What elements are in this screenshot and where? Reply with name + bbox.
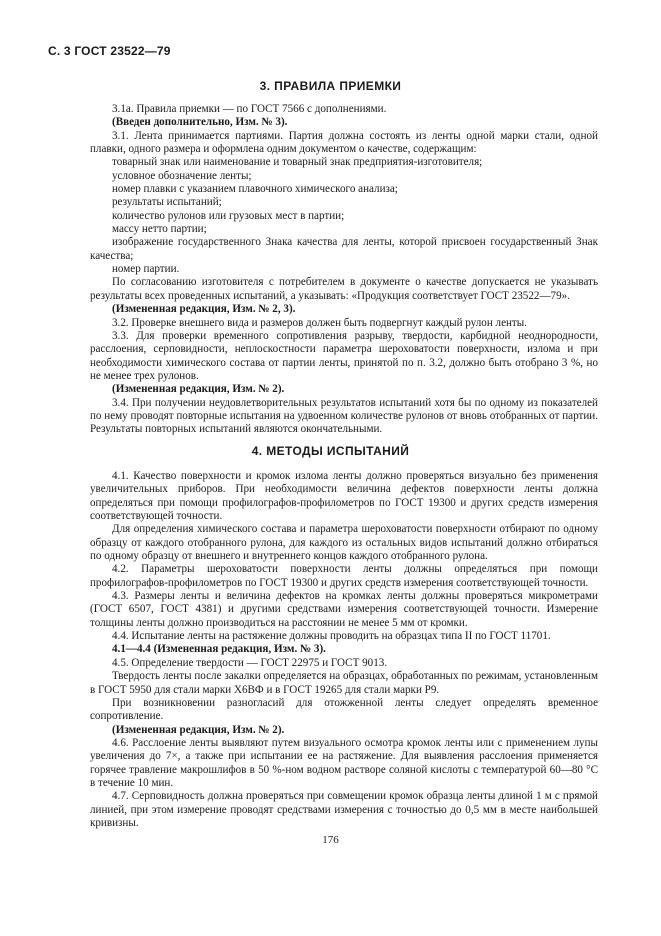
paragraph: По согласованию изготовителя с потребителем в документе о качестве допускается не указывать результаты всех проведенных испытаний, а указывать: «Продукция соответствует ГОСТ 23522—79».: [90, 276, 598, 302]
paragraph: 3.4. При получении неудовлетворительных результатов испытаний хотя бы по одному из показателей по нему проводят повторные испытания на удвоенном количестве рулонов от вновь отобранных от партии. Результаты повторных испытаний являются окончательными.: [90, 396, 598, 436]
paragraph: 3.1а. Правила приемки — по ГОСТ 7566 с дополнениями.: [112, 103, 387, 115]
paragraph: изображение государственного Знака качества для ленты, которой присвоен государственный Знак качества;: [90, 236, 598, 262]
paragraph: 4.6. Расслоение ленты выявляют путем визуального осмотра кромок ленты или с применением лупы увеличения до 7×, а также при испытании ее на растяжение. Для выявления расслоения применяется горячее травление макрошлифов в 50 %-ном водном растворе соляной кислоты с температурой 60—80 °С в течение 10 мин.: [90, 736, 598, 789]
paragraph: массу нетто партии;: [112, 223, 207, 236]
paragraph: 4.5. Определение твердости — ГОСТ 22975 и ГОСТ 9013.: [112, 656, 388, 669]
paragraph: 3.2. Проверке внешнего вида и размеров должен быть подвергнут каждый рулон ленты.: [112, 316, 528, 329]
page-number: 176: [322, 834, 339, 846]
paragraph: 4.2. Параметры шероховатости поверхности ленты должны определяться при помощи профилографов-профилометров по ГОСТ 19300 и других средств измерения соответствующей точности.: [90, 563, 598, 589]
amendment-note: (Измененная редакция, Изм. № 2).: [112, 383, 285, 396]
paragraph: Твердость ленты после закалки определяется на образцах, обработанных по режимам, установленным в ГОСТ 5950 для стали марки Х6ВФ и в ГОСТ 19265 для стали марки Р9.: [90, 670, 598, 696]
paragraph: 4.4. Испытание ленты на растяжение должны проводить на образцах типа II по ГОСТ 11701.: [112, 630, 551, 643]
amendment-note: (Введен дополнительно, Изм. № 3).: [112, 116, 288, 129]
amendment-note: (Измененная редакция, Изм. № 2).: [112, 723, 285, 736]
paragraph: товарный знак или наименование и товарный знак предприятия-изготовителя;: [112, 156, 483, 169]
paragraph: условное обозначение ленты;: [112, 169, 252, 182]
paragraph: результаты испытаний;: [112, 196, 222, 209]
paragraph: 3.1. Лента принимается партиями. Партия должна состоять из ленты одной марки стали, одной плавки, одного размера и оформлена одним документом о качестве, содержащим:: [90, 129, 598, 156]
section-3-title: 3. ПРАВИЛА ПРИЕМКИ: [259, 79, 402, 93]
paragraph: количество рулонов или грузовых мест в партии;: [112, 209, 345, 222]
paragraph: номер партии.: [112, 263, 180, 276]
paragraph: Для определения химического состава и параметра шероховатости поверхности отбирают по одному образцу от каждого отобранного рулона, для каждого из остальных видов испытаний должно отбираться по одному образцу от внешнего и внутреннего концов каждого отобранного рулона.: [90, 523, 598, 563]
paragraph: 4.7. Серповидность должна проверяться при совмещении кромок образца ленты длиной 1 м с прямой линией, при этом измерение проводят средствами измерения с точностью до 0,5 мм в месте наибольшей кривизны.: [90, 790, 598, 829]
section-4-body: [90, 470, 598, 830]
section-4-title: 4. МЕТОДЫ ИСПЫТАНИЙ: [251, 444, 410, 458]
paragraph: При возникновении разногласий для отожженной ленты следует определять временное сопротивление.: [90, 696, 598, 723]
paragraph: 4.3. Размеры ленты и величина дефектов на кромках ленты должны проверяться микрометрами (ГОСТ 6507, ГОСТ 4381) и другими средствами измерения соответствующей точности. Измерение толщины ленты должно производиться на расстоянии не менее 5 мм от кромки.: [90, 590, 598, 629]
section-3-body: [90, 103, 598, 437]
amendment-note: (Измененная редакция, Изм. № 2, 3).: [112, 303, 296, 316]
paragraph: номер плавки с указанием плавочного химического анализа;: [112, 183, 398, 196]
paragraph: 4.1. Качество поверхности и кромок излома ленты должно проверяться визуально без применения увеличительных приборов. При необходимости величина дефектов поверхности ленты должна определяться при помощи профилографов-профилометров по ГОСТ 19300 и других средств измерения соответствующей точности.: [90, 470, 598, 523]
page-header: С. 3 ГОСТ 23522—79: [48, 44, 171, 58]
paragraph: 3.3. Для проверки временного сопротивления разрыву, твердости, карбидной неоднородности, расслоения, серповидности, неплоскостности параметра шероховатости поверхности, излома и при необходимости химического состава от партии ленты, принятой по п. 3.2, должно быть отобрано 3 %, но не менее трех рулонов.: [90, 329, 598, 382]
amendment-note: 4.1—4.4 (Измененная редакция, Изм. № 3).: [112, 643, 326, 656]
